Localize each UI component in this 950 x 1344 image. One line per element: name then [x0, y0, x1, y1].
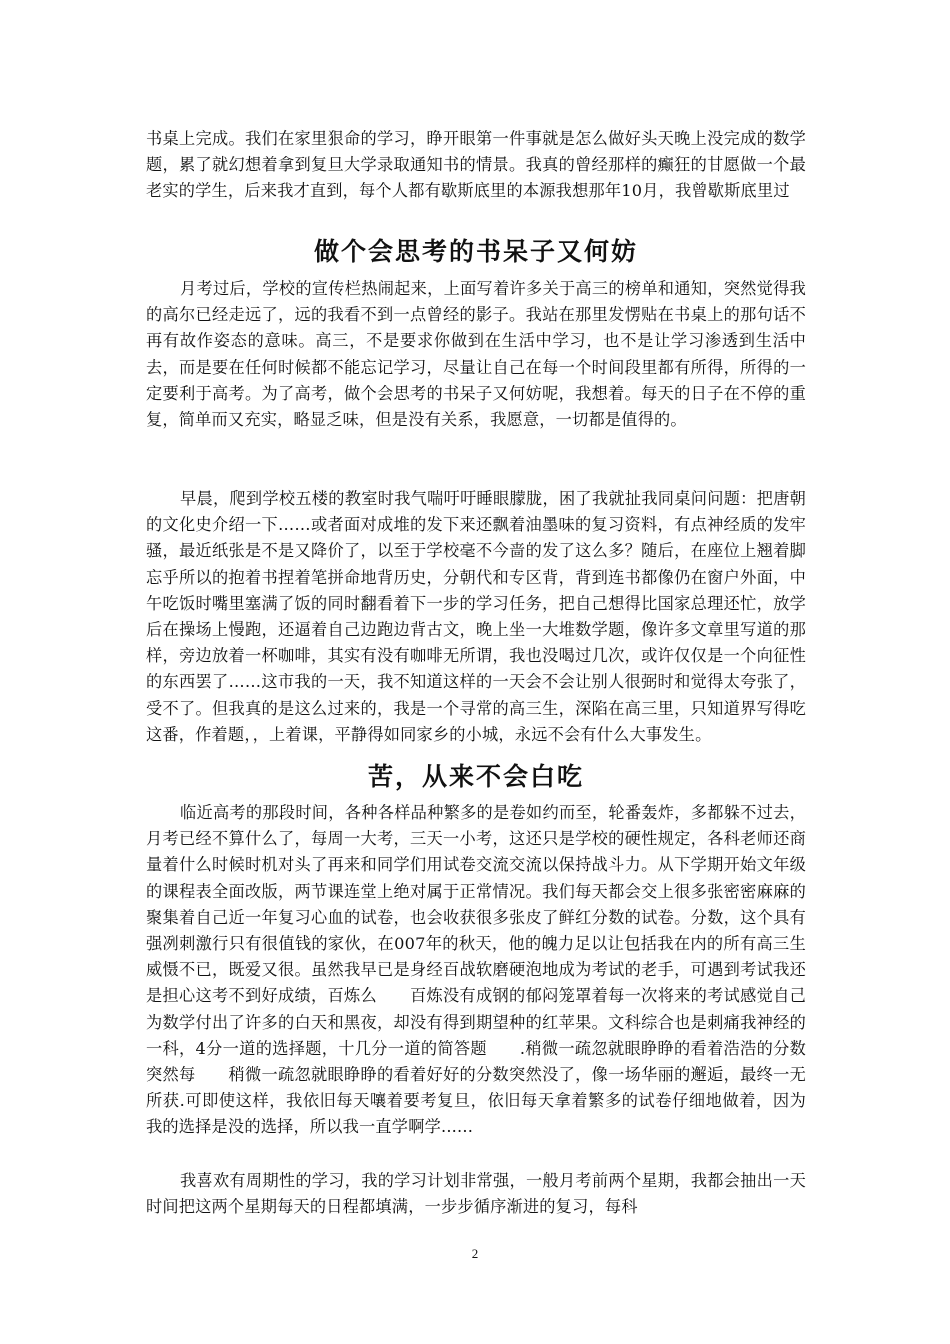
paragraph-2: 早晨，爬到学校五楼的教室时我气喘吁吁睡眼朦胧，困了我就扯我同桌问问题：把唐朝的文化史介绍一下……或者面对成堆的发下来还飘着油墨味的复习资料，有点神经质的发牢骚，最近纸张是不是又降价了，以至于学校毫不今啬的发了这么多？随后，在座位上翘着脚忘乎所以的抱着书捏着笔拼命地背历史，分朝代和专区背，背到连书都像仍在窗户外面，中午吃饭时嘴里塞满了饭的同时翻看着下一步的学习任务，把自己想得比国家总理还忙，放学后在操场上慢跑，还逼着自己边跑边背古文，晚上坐一大堆数学题，像许多文章里写道的那样，旁边放着一杯咖啡，其实有没有咖啡无所谓，我也没喝过几次，或许仅仅是一个向征性的东西罢了……这市我的一天，我不知道这样的一天会不会让别人很弼时和觉得太夸张了，受不了。但我真的是这么过来的，我是一个寻常的高三生，深陷在高三里，只知道界写得吃这番，作着题，，上着课，平静得如同家乡的小城，永远不会有什么大事发生。 [146, 489, 806, 744]
paragraph-1: 月考过后，学校的宣传栏热闹起来，上面写着许多关于高三的榜单和通知，突然觉得我的高尔已经走远了，远的我看不到一点曾经的影子。我站在那里发愣贴在书桌上的那句话不再有故作姿态的意味。高三，不是要求你做到在生活中学习，也不是让学习渗透到生活中去，而是要在任何时候都不能忘记学习，尽量让自己在每一个时间段里都有所得，所得的一定要利于高考。为了高考，做个会思考的书呆子又何妨呢，我想着。每天的日子在不停的重复，简单而又充实，略显乏味，但是没有关系，我愿意，一切都是值得的。 [146, 279, 806, 430]
paragraph-4: 我喜欢有周期性的学习，我的学习计划非常强，一般月考前两个星期，我都会抽出一天时间把这两个星期每天的日程都填满，一步步循序渐进的复习，每科 [146, 1171, 806, 1217]
section-heading-2: 苦，从来不会白吃 [367, 762, 584, 791]
page-number: 2 [471, 1246, 479, 1261]
paragraph-3: 临近高考的那段时间，各种各样品种繁多的是卷如约而至，轮番轰炸，多都躲不过去，月考已经不算什么了，每周一大考，三天一小考，这还只是学校的硬性规定，各科老师还商量着什么时候时机对头了再来和同学们用试卷交流交流以保持战斗力。从下学期开始文年级的课程表全面改版，两节课连堂上绝对属于正常情况。我们每天都会交上很多张密密麻麻的聚集着自己近一年复习心血的试卷，也会收获很多张皮了鲜红分数的试卷。分数，这个具有强冽刺激行只有很值钱的家伙，在007年的秋天，他的魄力足以让包括我在内的所有高三生威慑不已，既爱又很。虽然我早已是身经百战软磨硬泡地成为考试的老手，可遇到考试我还是担心这考不到好成绩，百炼么 百炼没有成钢的郁闷笼罩着每一次将来的考试感觉自己为数学付出了许多的白天和黑夜，却没有得到期望种的红苹果。文科综合也是刺痛我神经的一科，4分一道的选择题，十几分一道的简答题 .稍微一疏忽就眼睁睁的看着浩浩的分数突然每 稍微一疏忽就眼睁睁的看着好好的分数突然没了，像一场华丽的邂逅，最终一无所获.可即使这样，我依旧每天嚷着要考复旦，依旧每天拿着繁多的试卷仔细地做着，因为我的选择是没的选择，所以我一直学啊学...... [146, 803, 806, 1137]
intro-paragraph: 书桌上完成。我们在家里狠命的学习，睁开眼第一件事就是怎么做好头天晚上没完成的数学题，累了就幻想着拿到复旦大学录取通知书的情景。我真的曾经那样的癫狂的甘愿做一个最老实的学生，后来我才直到，每个人都有歇斯底里的本源我想那年10月，我曾歇斯底里过 [146, 129, 806, 201]
section-heading-1: 做个会思考的书呆子又何妨 [313, 237, 638, 266]
